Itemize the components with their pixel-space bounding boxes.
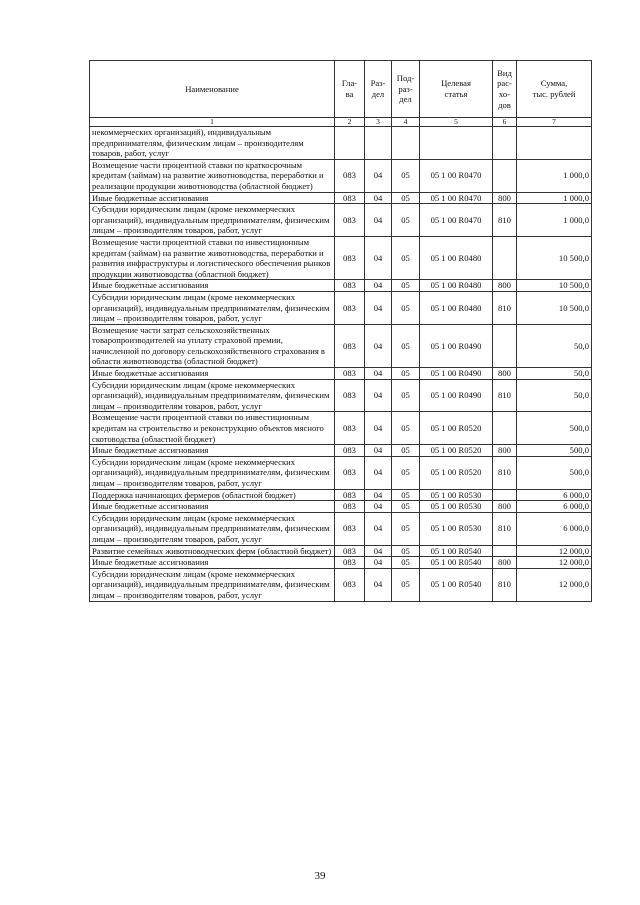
row-glava: 083 bbox=[335, 368, 365, 380]
header-podrazdel: Под- раз- дел bbox=[392, 61, 420, 118]
row-glava: 083 bbox=[335, 456, 365, 489]
row-glava: 083 bbox=[335, 192, 365, 204]
header-glava: Гла- ва bbox=[335, 61, 365, 118]
row-vid: 810 bbox=[493, 291, 517, 324]
table-row bbox=[90, 368, 592, 380]
row-glava: 083 bbox=[335, 379, 365, 412]
row-summa: 50,0 bbox=[517, 368, 592, 380]
row-glava: 083 bbox=[335, 236, 365, 279]
row-summa: 6 000,0 bbox=[517, 512, 592, 545]
row-summa: 12 000,0 bbox=[517, 545, 592, 557]
row-glava: 083 bbox=[335, 291, 365, 324]
header-razdel: Раз- дел bbox=[365, 61, 392, 118]
row-podrazdel: 05 bbox=[392, 456, 420, 489]
row-podrazdel: 05 bbox=[392, 501, 420, 513]
row-name: Субсидии юридическим лицам (кроме некоммерческих организаций), индивидуальным предпринимателям, физическим лицам – производителям товаров, работ, услуг bbox=[90, 456, 335, 489]
row-podrazdel: 05 bbox=[392, 412, 420, 445]
row-glava: 083 bbox=[335, 159, 365, 192]
table-row bbox=[90, 280, 592, 292]
table-row bbox=[90, 127, 592, 160]
table-row bbox=[90, 192, 592, 204]
row-podrazdel: 05 bbox=[392, 291, 420, 324]
row-name: некоммерческих организаций), индивидуальным предпринимателям, физическим лицам – производителям товаров, работ, услуг bbox=[90, 127, 335, 160]
row-statya: 05 1 00 R0480 bbox=[420, 280, 493, 292]
row-statya: 05 1 00 R0520 bbox=[420, 445, 493, 457]
row-name: Возмещение части процентной ставки по инвестиционным кредитам (займам) на развитие животноводства, переработки и развития инфраструктуры и логистического обеспечения рынков продукции животноводства (областной бюджет) bbox=[90, 236, 335, 279]
row-name: Возмещение части процентной ставки по инвестиционным кредитам на строительство и реконструкцию объектов мясного скотоводства (областной бюджет) bbox=[90, 412, 335, 445]
row-glava: 083 bbox=[335, 489, 365, 501]
header-summa: Сумма, тыс. рублей bbox=[517, 61, 592, 118]
row-podrazdel: 05 bbox=[392, 445, 420, 457]
row-glava: 083 bbox=[335, 280, 365, 292]
row-glava: 083 bbox=[335, 204, 365, 237]
row-name: Иные бюджетные ассигнования bbox=[90, 557, 335, 569]
row-name: Субсидии юридическим лицам (кроме некоммерческих организаций), индивидуальным предпринимателям, физическим лицам – производителям товаров, работ, услуг bbox=[90, 379, 335, 412]
row-podrazdel: 05 bbox=[392, 236, 420, 279]
row-razdel: 04 bbox=[365, 236, 392, 279]
row-statya: 05 1 00 R0490 bbox=[420, 368, 493, 380]
row-vid: 810 bbox=[493, 379, 517, 412]
row-razdel: 04 bbox=[365, 412, 392, 445]
row-razdel: 04 bbox=[365, 489, 392, 501]
row-name: Субсидии юридическим лицам (кроме некоммерческих организаций), индивидуальным предпринимателям, физическим лицам – производителям товаров, работ, услуг bbox=[90, 512, 335, 545]
table-row bbox=[90, 204, 592, 237]
row-razdel bbox=[365, 127, 392, 160]
row-statya: 05 1 00 R0540 bbox=[420, 545, 493, 557]
row-podrazdel: 05 bbox=[392, 192, 420, 204]
column-number: 3 bbox=[365, 118, 392, 127]
table-row bbox=[90, 324, 592, 367]
row-summa: 500,0 bbox=[517, 456, 592, 489]
row-vid: 800 bbox=[493, 192, 517, 204]
row-vid: 800 bbox=[493, 501, 517, 513]
row-razdel: 04 bbox=[365, 204, 392, 237]
row-razdel: 04 bbox=[365, 512, 392, 545]
table-row bbox=[90, 445, 592, 457]
row-razdel: 04 bbox=[365, 379, 392, 412]
row-razdel: 04 bbox=[365, 568, 392, 601]
table-row bbox=[90, 557, 592, 569]
row-summa: 1 000,0 bbox=[517, 204, 592, 237]
row-statya: 05 1 00 R0530 bbox=[420, 489, 493, 501]
row-vid: 800 bbox=[493, 368, 517, 380]
row-name: Субсидии юридическим лицам (кроме некоммерческих организаций), индивидуальным предпринимателям, физическим лицам – производителям товаров, работ, услуг bbox=[90, 291, 335, 324]
row-name: Иные бюджетные ассигнования bbox=[90, 368, 335, 380]
row-podrazdel: 05 bbox=[392, 159, 420, 192]
table-row bbox=[90, 159, 592, 192]
row-podrazdel: 05 bbox=[392, 545, 420, 557]
row-podrazdel: 05 bbox=[392, 204, 420, 237]
row-name: Возмещение части затрат сельскохозяйственных товаропроизводителей на уплату страховой премии, начисленной по договору сельскохозяйственного страхования в области животноводства (областной бюджет) bbox=[90, 324, 335, 367]
row-glava: 083 bbox=[335, 568, 365, 601]
row-glava: 083 bbox=[335, 501, 365, 513]
column-number: 2 bbox=[335, 118, 365, 127]
row-summa: 1 000,0 bbox=[517, 159, 592, 192]
row-vid: 800 bbox=[493, 557, 517, 569]
column-number: 7 bbox=[517, 118, 592, 127]
row-razdel: 04 bbox=[365, 324, 392, 367]
row-podrazdel: 05 bbox=[392, 324, 420, 367]
row-podrazdel: 05 bbox=[392, 280, 420, 292]
row-statya: 05 1 00 R0470 bbox=[420, 204, 493, 237]
row-podrazdel: 05 bbox=[392, 557, 420, 569]
budget-table bbox=[89, 60, 592, 602]
row-summa: 6 000,0 bbox=[517, 489, 592, 501]
row-glava: 083 bbox=[335, 324, 365, 367]
row-razdel: 04 bbox=[365, 445, 392, 457]
row-vid: 810 bbox=[493, 512, 517, 545]
row-statya: 05 1 00 R0530 bbox=[420, 512, 493, 545]
row-vid bbox=[493, 236, 517, 279]
row-name: Субсидии юридическим лицам (кроме некоммерческих организаций), индивидуальным предпринимателям, физическим лицам – производителям товаров, работ, услуг bbox=[90, 568, 335, 601]
row-summa: 10 500,0 bbox=[517, 236, 592, 279]
row-summa: 500,0 bbox=[517, 445, 592, 457]
row-statya: 05 1 00 R0520 bbox=[420, 412, 493, 445]
table-body bbox=[90, 127, 592, 602]
row-razdel: 04 bbox=[365, 159, 392, 192]
row-name: Развитие семейных животноводческих ферм (областной бюджет) bbox=[90, 545, 335, 557]
row-name: Возмещение части процентной ставки по краткосрочным кредитам (займам) на развитие животноводства, переработки и реализации продукции животноводства (областной бюджет) bbox=[90, 159, 335, 192]
row-statya: 05 1 00 R0540 bbox=[420, 557, 493, 569]
row-glava: 083 bbox=[335, 557, 365, 569]
table-row bbox=[90, 512, 592, 545]
row-razdel: 04 bbox=[365, 368, 392, 380]
table-row bbox=[90, 456, 592, 489]
row-statya: 05 1 00 R0470 bbox=[420, 192, 493, 204]
row-vid: 810 bbox=[493, 568, 517, 601]
row-glava: 083 bbox=[335, 545, 365, 557]
row-razdel: 04 bbox=[365, 291, 392, 324]
row-statya: 05 1 00 R0540 bbox=[420, 568, 493, 601]
row-name: Субсидии юридическим лицам (кроме некоммерческих организаций), индивидуальным предпринимателям, физическим лицам – производителям товаров, работ, услуг bbox=[90, 204, 335, 237]
page-number: 39 bbox=[314, 870, 326, 882]
row-vid bbox=[493, 127, 517, 160]
row-glava: 083 bbox=[335, 412, 365, 445]
row-summa: 50,0 bbox=[517, 379, 592, 412]
column-number: 4 bbox=[392, 118, 420, 127]
table-row bbox=[90, 379, 592, 412]
row-razdel: 04 bbox=[365, 192, 392, 204]
row-name: Иные бюджетные ассигнования bbox=[90, 192, 335, 204]
header-vid: Вид рас- хо- дов bbox=[493, 61, 517, 118]
row-statya: 05 1 00 R0530 bbox=[420, 501, 493, 513]
row-razdel: 04 bbox=[365, 557, 392, 569]
row-summa: 10 500,0 bbox=[517, 280, 592, 292]
row-summa bbox=[517, 127, 592, 160]
header-statya: Целевая статья bbox=[420, 61, 493, 118]
row-statya: 05 1 00 R0520 bbox=[420, 456, 493, 489]
row-vid: 800 bbox=[493, 280, 517, 292]
row-summa: 500,0 bbox=[517, 412, 592, 445]
row-podrazdel: 05 bbox=[392, 512, 420, 545]
row-vid bbox=[493, 412, 517, 445]
table-row bbox=[90, 568, 592, 601]
row-glava: 083 bbox=[335, 445, 365, 457]
header-row bbox=[90, 61, 592, 118]
row-vid bbox=[493, 159, 517, 192]
row-vid bbox=[493, 324, 517, 367]
row-summa: 10 500,0 bbox=[517, 291, 592, 324]
row-podrazdel: 05 bbox=[392, 379, 420, 412]
row-podrazdel bbox=[392, 127, 420, 160]
row-razdel: 04 bbox=[365, 545, 392, 557]
row-name: Иные бюджетные ассигнования bbox=[90, 501, 335, 513]
row-summa: 12 000,0 bbox=[517, 568, 592, 601]
row-summa: 6 000,0 bbox=[517, 501, 592, 513]
row-statya: 05 1 00 R0470 bbox=[420, 159, 493, 192]
table-row bbox=[90, 236, 592, 279]
column-number: 1 bbox=[90, 118, 335, 127]
row-statya: 05 1 00 R0490 bbox=[420, 379, 493, 412]
row-vid: 810 bbox=[493, 456, 517, 489]
row-podrazdel: 05 bbox=[392, 489, 420, 501]
row-podrazdel: 05 bbox=[392, 568, 420, 601]
table-row bbox=[90, 291, 592, 324]
row-summa: 1 000,0 bbox=[517, 192, 592, 204]
row-summa: 12 000,0 bbox=[517, 557, 592, 569]
row-vid bbox=[493, 545, 517, 557]
column-number-row bbox=[90, 118, 592, 127]
row-razdel: 04 bbox=[365, 456, 392, 489]
row-vid: 800 bbox=[493, 445, 517, 457]
row-name: Иные бюджетные ассигнования bbox=[90, 280, 335, 292]
row-name: Иные бюджетные ассигнования bbox=[90, 445, 335, 457]
row-name: Поддержка начинающих фермеров (областной бюджет) bbox=[90, 489, 335, 501]
header-name: Наименование bbox=[90, 61, 335, 118]
column-number: 6 bbox=[493, 118, 517, 127]
row-podrazdel: 05 bbox=[392, 368, 420, 380]
row-vid bbox=[493, 489, 517, 501]
row-statya: 05 1 00 R0480 bbox=[420, 236, 493, 279]
row-glava: 083 bbox=[335, 512, 365, 545]
row-statya: 05 1 00 R0480 bbox=[420, 291, 493, 324]
row-razdel: 04 bbox=[365, 501, 392, 513]
table-row bbox=[90, 545, 592, 557]
row-statya: 05 1 00 R0490 bbox=[420, 324, 493, 367]
column-number: 5 bbox=[420, 118, 493, 127]
row-summa: 50,0 bbox=[517, 324, 592, 367]
row-statya bbox=[420, 127, 493, 160]
row-razdel: 04 bbox=[365, 280, 392, 292]
row-vid: 810 bbox=[493, 204, 517, 237]
table-row bbox=[90, 501, 592, 513]
table-row bbox=[90, 412, 592, 445]
row-glava bbox=[335, 127, 365, 160]
table-row bbox=[90, 489, 592, 501]
